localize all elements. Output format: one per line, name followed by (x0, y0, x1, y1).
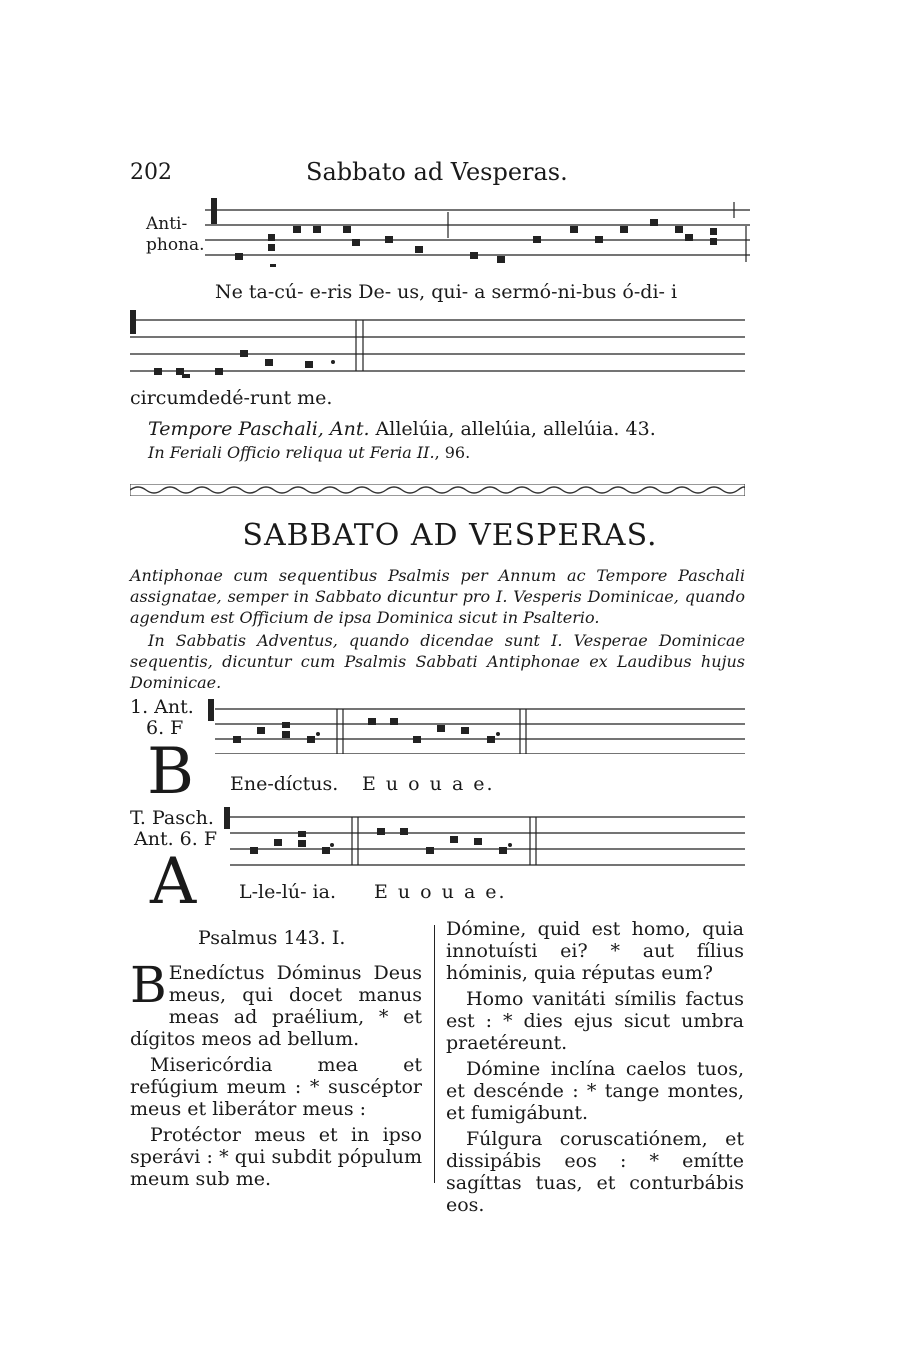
verse-2: Misericórdia mea et refúgium meum : * suscéptor meus et liberátor meus : (130, 1054, 422, 1120)
verse-7: Fúlgura coruscatiónem, et dissipábis eos : * emítte sagíttas tuas, et conturbábis eos. (446, 1128, 744, 1216)
pasch-euouae: E u o u a e. (374, 881, 507, 903)
ant1-label: 1. Ant. 6. F (130, 696, 194, 739)
ferial-rubric: In Feriali Officio reliqua ut Feria II., 96. (148, 443, 471, 462)
pasch-label: T. Pasch. Ant. 6. F (130, 807, 218, 850)
ant1-lyric: Ene-díctus. (230, 773, 339, 795)
psalm-title: Psalmus 143. I. (198, 927, 346, 949)
instruction-1: Antiphonae cum sequentibus Psalmis per Annum ac Tempore Paschali assignatae, semper in Sabbato dicuntur pro I. Vesperis Dominicae, quando agendum est Officium de ipsa Dominica sicut in Psalterio. (130, 566, 745, 627)
page-number: 202 (130, 160, 172, 185)
verse-3: Protéctor meus et in ipso sperávi : * qui subdit pópulum meum sub me. (130, 1124, 422, 1190)
chant-staff-3 (205, 694, 745, 754)
antiphona-label: Anti- phona. (146, 214, 205, 255)
initial-a: A (150, 845, 197, 919)
chant-staff-2 (130, 308, 745, 378)
initial-b: B (147, 735, 195, 809)
psalm-left-column (130, 956, 422, 1194)
verse-1: B Enedíctus Dóminus Deus meus, qui docet manus meas ad praélium, * et dígitos meos ad bellum. (130, 956, 422, 1050)
ant1-euouae: E u o u a e. (362, 773, 495, 795)
verse-6: Dómine inclína caelos tuos, et descénde : * tange montes, et fumigábunt. (446, 1058, 744, 1124)
paschal-rubric: Tempore Paschali, Ant. Allelúia, allelúia, allelúia. 43. (148, 418, 656, 440)
instruction-2: In Sabbatis Adventus, quando dicendae sunt I. Vesperae Dominicae sequentis, dicuntur cum Psalmis Sabbati Antiphonae ex Laudibus hujus Dominicae. (130, 631, 745, 692)
pasch-lyric: L-le-lú- ia. (239, 881, 336, 903)
column-divider (434, 925, 435, 1183)
chant-staff-4 (222, 805, 745, 867)
ornamental-border (130, 484, 745, 496)
lyrics-line-2: circumdedé-runt me. (130, 387, 333, 409)
lyrics-line-1: Ne ta-cú- e-ris De- us, qui- a sermó-ni-bus ó-di- i (215, 281, 678, 303)
running-title: Sabbato ad Vesperas. (306, 158, 568, 186)
chant-staff-1 (205, 196, 750, 276)
section-title: SABBATO AD VESPERAS. (242, 518, 658, 553)
psalm-right-column (446, 918, 744, 1220)
verse-5: Homo vanitáti símilis factus est : * dies ejus sicut umbra praetéreunt. (446, 988, 744, 1054)
verse-4: Dómine, quid est homo, quia innotuísti ei? * aut fílius hóminis, quia réputas eum? (446, 918, 744, 984)
